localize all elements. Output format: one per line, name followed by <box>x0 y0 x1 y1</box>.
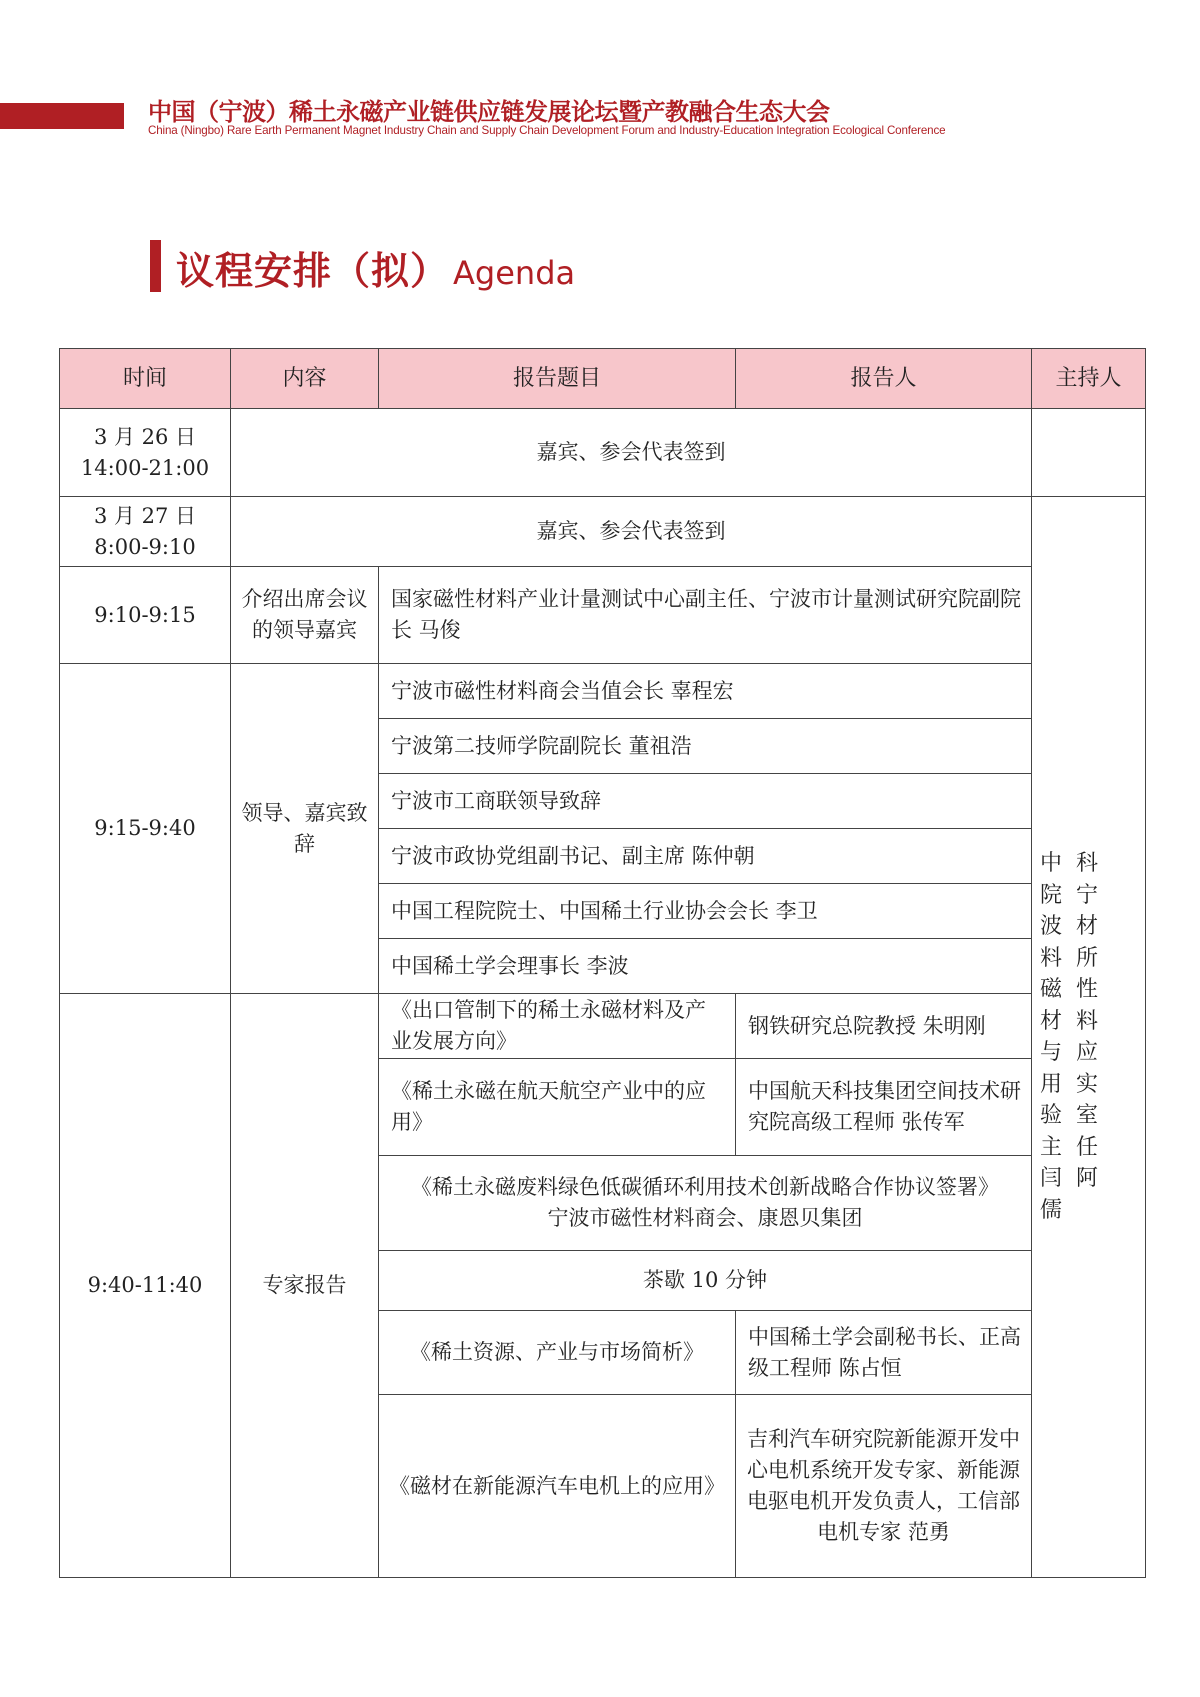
table-row <box>60 664 1146 719</box>
report-topic: 《稀土资源、产业与市场简析》 <box>379 1311 736 1395</box>
table-row <box>60 497 1146 567</box>
detail-cell: 国家磁性材料产业计量测试中心副主任、宁波市计量测试研究院副院长 马俊 <box>379 567 1032 664</box>
speech-item: 宁波第二技师学院副院长 董祖浩 <box>379 719 1032 774</box>
signing-parties: 宁波市磁性材料商会、康恩贝集团 <box>547 1206 863 1230</box>
time: 8:00-9:10 <box>94 534 196 559</box>
col-header-host: 主持人 <box>1032 349 1146 409</box>
report-topic: 《磁材在新能源汽车电机上的应用》 <box>379 1395 736 1578</box>
col-header-content: 内容 <box>231 349 379 409</box>
report-topic: 《出口管制下的稀土永磁材料及产业发展方向》 <box>379 994 736 1059</box>
time-cell <box>60 409 231 497</box>
conference-title-cn: 中国（宁波）稀土永磁产业链供应链发展论坛暨产教融合生态大会 <box>148 98 830 126</box>
report-topic: 《稀土永磁在航天航空产业中的应用》 <box>379 1059 736 1156</box>
time-cell <box>60 497 231 567</box>
report-speaker: 中国航天科技集团空间技术研究院高级工程师 张传军 <box>736 1059 1032 1156</box>
table-row <box>60 994 1146 1059</box>
speech-item: 宁波市磁性材料商会当值会长 辜程宏 <box>379 664 1032 719</box>
conference-title-en: China (Ningbo) Rare Earth Permanent Magnet Industry Chain and Supply Chain Development Forum and Industry-Education Integration Ecological Conference <box>148 124 946 137</box>
report-speaker: 中国稀土学会副秘书长、正高级工程师 陈占恒 <box>736 1311 1032 1395</box>
time-cell: 9:40-11:40 <box>60 994 231 1578</box>
section-title <box>176 240 575 295</box>
table-row <box>60 409 1146 497</box>
content-cell: 嘉宾、参会代表签到 <box>231 497 1032 567</box>
speech-item: 中国稀土学会理事长 李波 <box>379 939 1032 994</box>
section-title-cn: 议程安排（拟） <box>176 249 450 293</box>
date: 3 月 26 日 <box>93 424 197 449</box>
col-header-time: 时间 <box>60 349 231 409</box>
time: 14:00-21:00 <box>80 455 210 480</box>
col-header-topic: 报告题目 <box>379 349 736 409</box>
signing-cell <box>379 1156 1032 1251</box>
date: 3 月 27 日 <box>93 503 197 528</box>
col-header-speaker: 报告人 <box>736 349 1032 409</box>
agenda-table <box>59 348 1146 1578</box>
speech-item: 宁波市工商联领导致辞 <box>379 774 1032 829</box>
table-row <box>60 567 1146 664</box>
content-cell: 领导、嘉宾致辞 <box>231 664 379 994</box>
host-cell-empty <box>1032 409 1146 497</box>
table-header-row <box>60 349 1146 409</box>
speech-item: 宁波市政协党组副书记、副主席 陈仲朝 <box>379 829 1032 884</box>
content-cell: 介绍出席会议的领导嘉宾 <box>231 567 379 664</box>
signing-title: 《稀土永磁废料绿色低碳循环利用技术创新战略合作协议签署》 <box>411 1175 999 1199</box>
section-accent-bar <box>150 240 161 292</box>
time-cell: 9:10-9:15 <box>60 567 231 664</box>
content-cell: 嘉宾、参会代表签到 <box>231 409 1032 497</box>
section-title-en: Agenda <box>453 254 576 292</box>
report-speaker: 吉利汽车研究院新能源开发中心电机系统开发专家、新能源电驱电机开发负责人，工信部电机专家 范勇 <box>736 1395 1032 1578</box>
report-speaker: 钢铁研究总院教授 朱明刚 <box>736 994 1032 1059</box>
host-cell: 中科院宁波材料所磁性材料与应用实验室主任闫阿儒 <box>1032 497 1146 1578</box>
header-accent-bar <box>0 103 124 129</box>
tea-break: 茶歇 10 分钟 <box>379 1251 1032 1311</box>
content-cell: 专家报告 <box>231 994 379 1578</box>
speech-item: 中国工程院院士、中国稀土行业协会会长 李卫 <box>379 884 1032 939</box>
time-cell: 9:15-9:40 <box>60 664 231 994</box>
